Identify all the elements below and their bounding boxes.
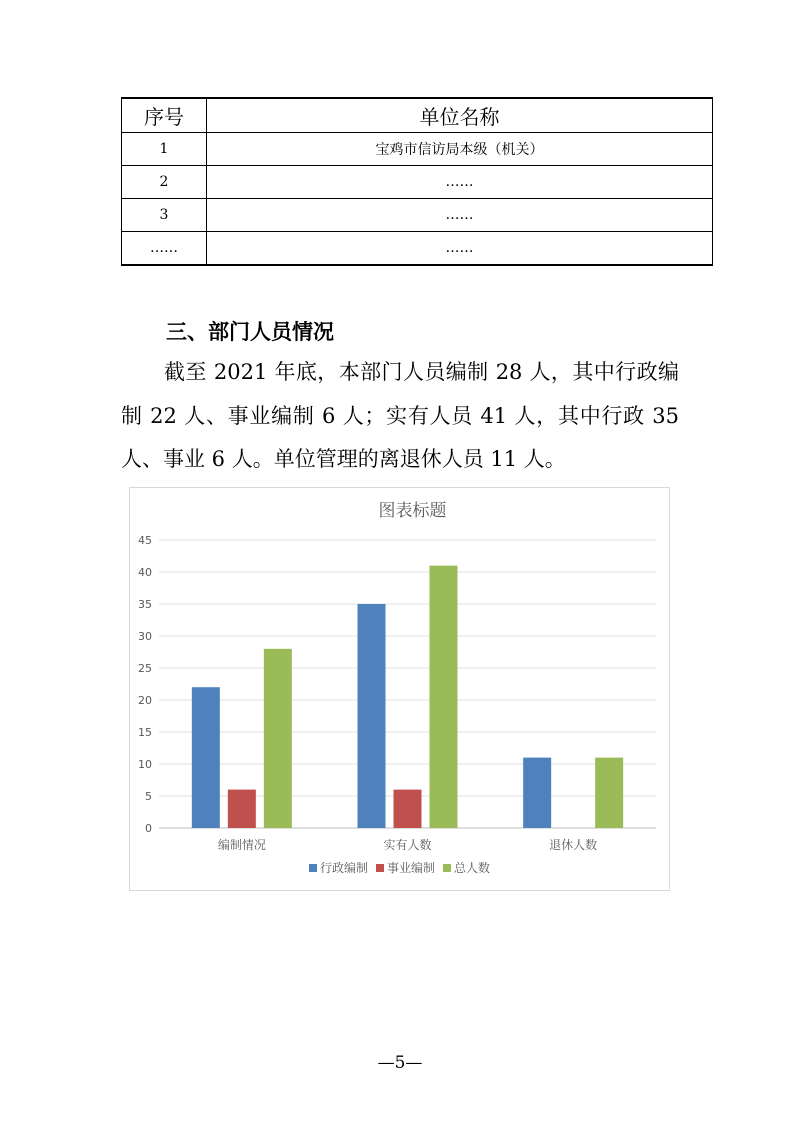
bar-事业编制-编制情况 xyxy=(228,790,256,828)
page-number: —5— xyxy=(377,1053,423,1073)
unit-table xyxy=(121,97,713,266)
chart-svg xyxy=(130,488,669,890)
legend-swatch xyxy=(443,864,451,872)
chart-title: 图表标题 xyxy=(378,501,447,521)
y-tick-label: 45 xyxy=(138,534,152,547)
table-row xyxy=(122,133,713,166)
staffing-paragraph: 截至 2021 年底，本部门人员编制 28 人，其中行政编制 22 人、事业编制 6 人；实有人员 41 人，其中行政 35 人、事业 6 人。单位管理的离退休人员 11 人。 xyxy=(121,360,679,471)
bar-行政编制-退休人数 xyxy=(523,758,551,828)
row-index: …… xyxy=(122,232,207,266)
bar-总人数-退休人数 xyxy=(595,758,623,828)
table-row xyxy=(122,166,713,199)
table-header-row xyxy=(122,98,713,133)
table-row xyxy=(122,199,713,232)
y-tick-label: 40 xyxy=(138,566,152,579)
header-index: 序号 xyxy=(122,98,207,133)
bar-总人数-实有人数 xyxy=(430,566,458,828)
y-tick-label: 25 xyxy=(138,662,152,675)
row-unit-name: …… xyxy=(207,166,713,199)
legend-swatch xyxy=(309,864,317,872)
row-unit-name: 宝鸡市信访局本级（机关） xyxy=(207,133,713,166)
row-index: 3 xyxy=(122,199,207,232)
y-tick-label: 20 xyxy=(138,694,152,707)
x-tick-label: 退休人数 xyxy=(549,838,598,852)
table-row xyxy=(122,232,713,266)
legend-label: 事业编制 xyxy=(387,861,436,875)
section-heading: 三、部门人员情况 xyxy=(166,320,334,344)
row-index: 1 xyxy=(122,133,207,166)
y-tick-label: 10 xyxy=(138,758,152,771)
y-tick-label: 0 xyxy=(145,822,152,835)
y-tick-label: 30 xyxy=(138,630,152,643)
y-tick-label: 15 xyxy=(138,726,152,739)
row-unit-name: …… xyxy=(207,232,713,266)
row-index: 2 xyxy=(122,166,207,199)
bar-事业编制-实有人数 xyxy=(394,790,422,828)
bar-行政编制-编制情况 xyxy=(192,687,220,828)
legend-swatch xyxy=(376,864,384,872)
row-unit-name: …… xyxy=(207,199,713,232)
bar-行政编制-实有人数 xyxy=(358,604,386,828)
legend-label: 行政编制 xyxy=(320,861,369,875)
bar-总人数-编制情况 xyxy=(264,649,292,828)
legend-label: 总人数 xyxy=(454,861,491,875)
header-unit-name: 单位名称 xyxy=(207,98,713,133)
y-tick-label: 35 xyxy=(138,598,152,611)
y-tick-label: 5 xyxy=(145,790,152,803)
staffing-chart xyxy=(129,487,670,891)
x-tick-label: 实有人数 xyxy=(383,838,432,852)
x-tick-label: 编制情况 xyxy=(217,838,266,852)
